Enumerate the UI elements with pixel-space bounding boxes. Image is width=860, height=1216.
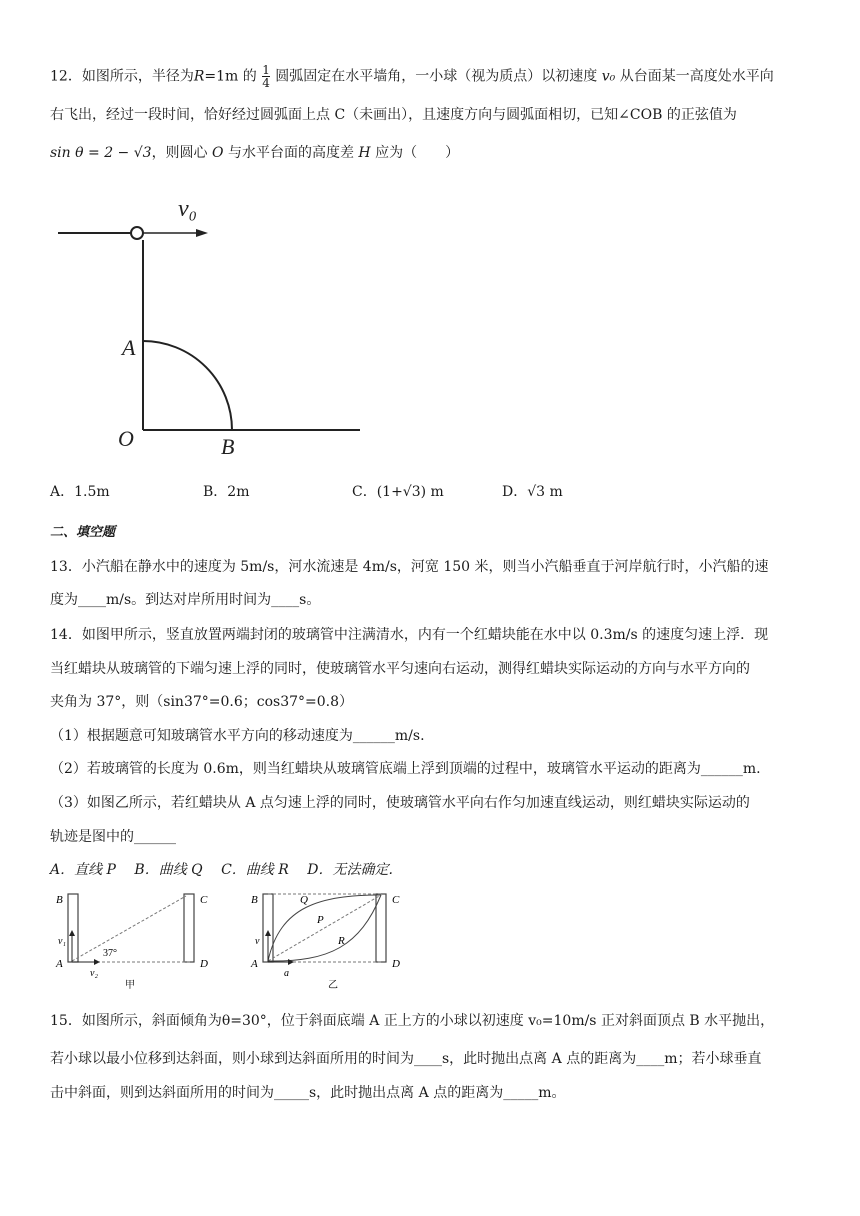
tube-right <box>184 894 194 962</box>
section-heading: 二、填空题 <box>50 525 116 540</box>
q12-var-O: O <box>212 145 224 161</box>
q12-text-g: 应为（ ） <box>375 145 460 161</box>
q13-line-2: 度为____m/s。到达对岸所用时间为____s。 <box>50 592 321 608</box>
jia-B-label: B <box>56 894 63 906</box>
yi-caption: 乙 <box>328 980 338 991</box>
q15-line-3: 击中斜面，则到达斜面所用的时间为_____s，此时抛出点离 A 点的距离为_____m。 <box>50 1085 566 1101</box>
q15-line-1: 15．如图所示，斜面倾角为θ=30°，位于斜面底端 A 正上方的小球以初速度 v₀=10m/s 正对斜面顶点 B 水平抛出， <box>50 1013 775 1029</box>
jia-C-label: C <box>200 894 208 906</box>
q14-line-2: 当红蜡块从玻璃管的下端匀速上浮的同时，使玻璃管水平匀速向右运动，测得红蜡块实际运动的方向与水平方向的 <box>50 661 750 677</box>
jia-D-label: D <box>200 958 208 970</box>
jia-A-label: A <box>56 958 63 970</box>
figure-yi <box>250 894 400 991</box>
v1-arrowhead <box>69 930 75 936</box>
q12-line-1 <box>50 64 820 89</box>
q14-line-1: 14．如图甲所示，竖直放置两端封闭的玻璃管中注满清水，内有一个红蜡块能在水中以 0.3m/s 的速度匀速上浮．现 <box>50 627 769 643</box>
q14-part-1: （1）根据题意可知玻璃管水平方向的移动速度为______m/s. <box>50 728 425 744</box>
q12-text-f: 与水平台面的高度差 <box>227 145 354 161</box>
jia-v2-label: v₂ <box>90 968 98 979</box>
q12-text-d: 从台面某一高度处水平向 <box>619 68 774 85</box>
option-d: D．√3 m <box>502 484 563 500</box>
q12-text-a: 12．如图所示，半径为 <box>50 68 194 85</box>
q13-line-1: 13．小汽船在静水中的速度为 5m/s，河水流速是 4m/s，河宽 150 米，则当小汽船垂直于河岸航行时，小汽船的速 <box>50 559 769 575</box>
q15-line-2: 若小球以最小位移到达斜面，则小球到达斜面所用的时间为____s，此时抛出点离 A 点的距离为____m；若小球垂直 <box>50 1051 762 1067</box>
tube-left <box>68 894 78 962</box>
point-B-label: B <box>221 434 235 459</box>
diagonal-path <box>72 896 186 961</box>
yi-Q-label: Q <box>300 894 308 906</box>
ball-circle <box>131 227 143 239</box>
point-O-label: O <box>118 426 134 451</box>
v2-arrowhead <box>94 959 100 965</box>
q12-text-e: ，则圆心 <box>151 145 208 161</box>
line-P <box>268 895 381 961</box>
option-c: C．(1+√3) m <box>352 484 444 500</box>
q12-sin-formula: sin θ = 2 − √3 <box>50 145 152 161</box>
jia-angle-label: 37° <box>103 948 117 959</box>
q14-part-3b: 轨迹是图中的______ <box>50 829 176 845</box>
figure-jia <box>55 894 208 991</box>
jia-caption: 甲 <box>125 980 135 991</box>
yi-v-label: v <box>255 936 260 947</box>
q14-part-3a: （3）如图乙所示，若红蜡块从 A 点匀速上浮的同时，使玻璃管水平向右作匀加速直线运动，则红蜡块实际运动的 <box>50 795 750 811</box>
yi-D-label: D <box>392 958 400 970</box>
q14-part-2: （2）若玻璃管的长度为 0.6m，则当红蜡块从玻璃管底端上浮到顶端的过程中，玻璃管水平运动的距离为______m. <box>50 761 761 777</box>
q12-var-H: H <box>358 145 371 161</box>
yi-C-label: C <box>392 894 400 906</box>
v-arrowhead-yi <box>265 930 271 936</box>
q14-figures <box>0 886 860 996</box>
yi-B-label: B <box>251 894 258 906</box>
q12-line-3 <box>50 143 820 163</box>
q12-text-b: =1m 的 <box>204 68 257 85</box>
q12-var-v0: v₀ <box>601 68 616 85</box>
jia-v1-label: v₁ <box>58 936 66 947</box>
tube-right-yi <box>376 894 386 962</box>
yi-a-label: a <box>284 968 289 979</box>
fraction-denominator: 4 <box>262 76 270 90</box>
yi-P-label: P <box>317 914 324 926</box>
yi-R-label: R <box>338 935 345 947</box>
q12-var-R: R <box>193 68 205 85</box>
q12-text-c: 圆弧固定在水平墙角，一小球（视为质点）以初速度 <box>275 68 598 85</box>
option-b: B．2m <box>203 484 250 500</box>
velocity-arrowhead <box>196 229 208 237</box>
quarter-fraction <box>262 64 270 89</box>
v0-label: v₀ <box>178 196 197 222</box>
q12-line-2: 右飞出，经过一段时间，恰好经过圆弧面上点 C（未画出），且速度方向与圆弧面相切，已知∠COB 的正弦值为 <box>50 107 737 123</box>
option-a: A．1.5m <box>50 484 110 500</box>
q14-choices: A．直线 P B．曲线 Q C．曲线 R D．无法确定. <box>50 862 393 878</box>
quarter-arc <box>143 341 232 430</box>
yi-A-label: A <box>251 958 258 970</box>
q12-figure <box>0 180 860 480</box>
point-A-label: A <box>122 335 136 360</box>
q14-line-3: 夹角为 37°，则（sin37°=0.6；cos37°=0.8） <box>50 694 354 710</box>
fraction-numerator: 1 <box>262 63 270 77</box>
